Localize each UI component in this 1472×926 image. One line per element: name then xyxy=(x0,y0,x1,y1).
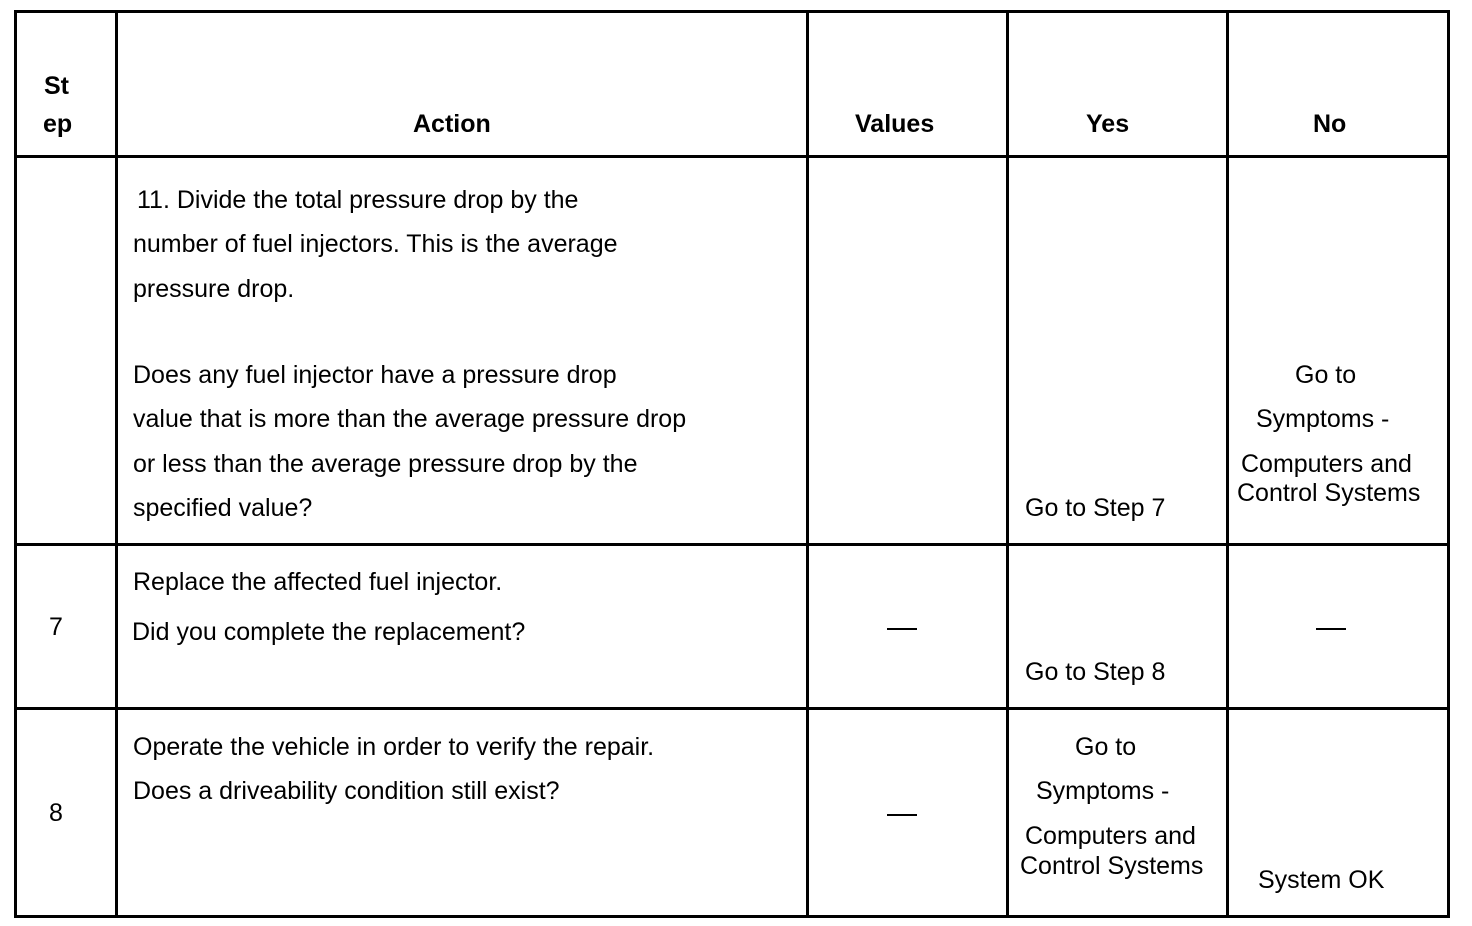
row-3-action-line-1: Operate the vehicle in order to verify the repair. xyxy=(133,733,655,761)
row-3-action-line-2: Does a driveability condition still exist? xyxy=(133,777,560,805)
row-1-no-line-3: Computers and xyxy=(1241,450,1412,478)
col-border-left xyxy=(14,10,17,918)
row-1-no-line-1: Go to xyxy=(1295,361,1357,389)
header-values: Values xyxy=(855,110,935,138)
table-top-border xyxy=(14,10,1450,13)
header-bottom-border xyxy=(14,155,1450,158)
table-bottom-border xyxy=(14,915,1450,918)
row-1-action-line-1: 11. Divide the total pressure drop by the xyxy=(137,186,579,214)
row-3-values-text xyxy=(887,799,912,827)
row-2-yes: Go to Step 8 xyxy=(1025,658,1166,686)
row-3-no: System OK xyxy=(1258,866,1385,894)
col-border-values-yes xyxy=(1006,10,1009,918)
row-1-yes: Go to Step 7 xyxy=(1025,494,1166,522)
row-2-no-text xyxy=(1316,613,1341,641)
col-border-step-action xyxy=(115,10,118,918)
row-2-values-text xyxy=(887,613,912,641)
row-1-no-line-4: Control Systems xyxy=(1237,479,1421,507)
row-3-yes-line-3: Computers and xyxy=(1025,822,1196,850)
row-1-bottom-border xyxy=(14,543,1450,546)
row-1-action-line-5: value that is more than the average pressure drop xyxy=(133,405,687,433)
col-border-action-values xyxy=(806,10,809,918)
row-3-yes-line-1: Go to xyxy=(1075,733,1137,761)
header-step-line2: ep xyxy=(43,110,73,138)
row-2-action-line-1: Replace the affected fuel injector. xyxy=(133,568,503,596)
row-1-no-line-2: Symptoms - xyxy=(1256,405,1390,433)
row-1-action-line-2: number of fuel injectors. This is the average xyxy=(133,230,618,258)
header-yes: Yes xyxy=(1086,110,1130,138)
header-action: Action xyxy=(413,110,491,138)
row-3-step: 8 xyxy=(49,799,63,827)
header-no: No xyxy=(1313,110,1347,138)
col-border-yes-no xyxy=(1226,10,1229,918)
row-3-yes-line-4: Control Systems xyxy=(1020,852,1204,880)
row-1-action-line-3: pressure drop. xyxy=(133,275,295,303)
row-1-action-line-7: specified value? xyxy=(133,494,313,522)
row-2-bottom-border xyxy=(14,707,1450,710)
row-1-action-line-6: or less than the average pressure drop by the xyxy=(133,450,638,478)
header-step-line1: St xyxy=(44,72,69,100)
row-3-yes-line-2: Symptoms - xyxy=(1036,777,1170,805)
col-border-right xyxy=(1447,10,1450,918)
row-2-action-line-2: Did you complete the replacement? xyxy=(132,618,526,646)
row-1-action-line-4: Does any fuel injector have a pressure drop xyxy=(133,361,617,389)
row-2-step: 7 xyxy=(49,613,63,641)
